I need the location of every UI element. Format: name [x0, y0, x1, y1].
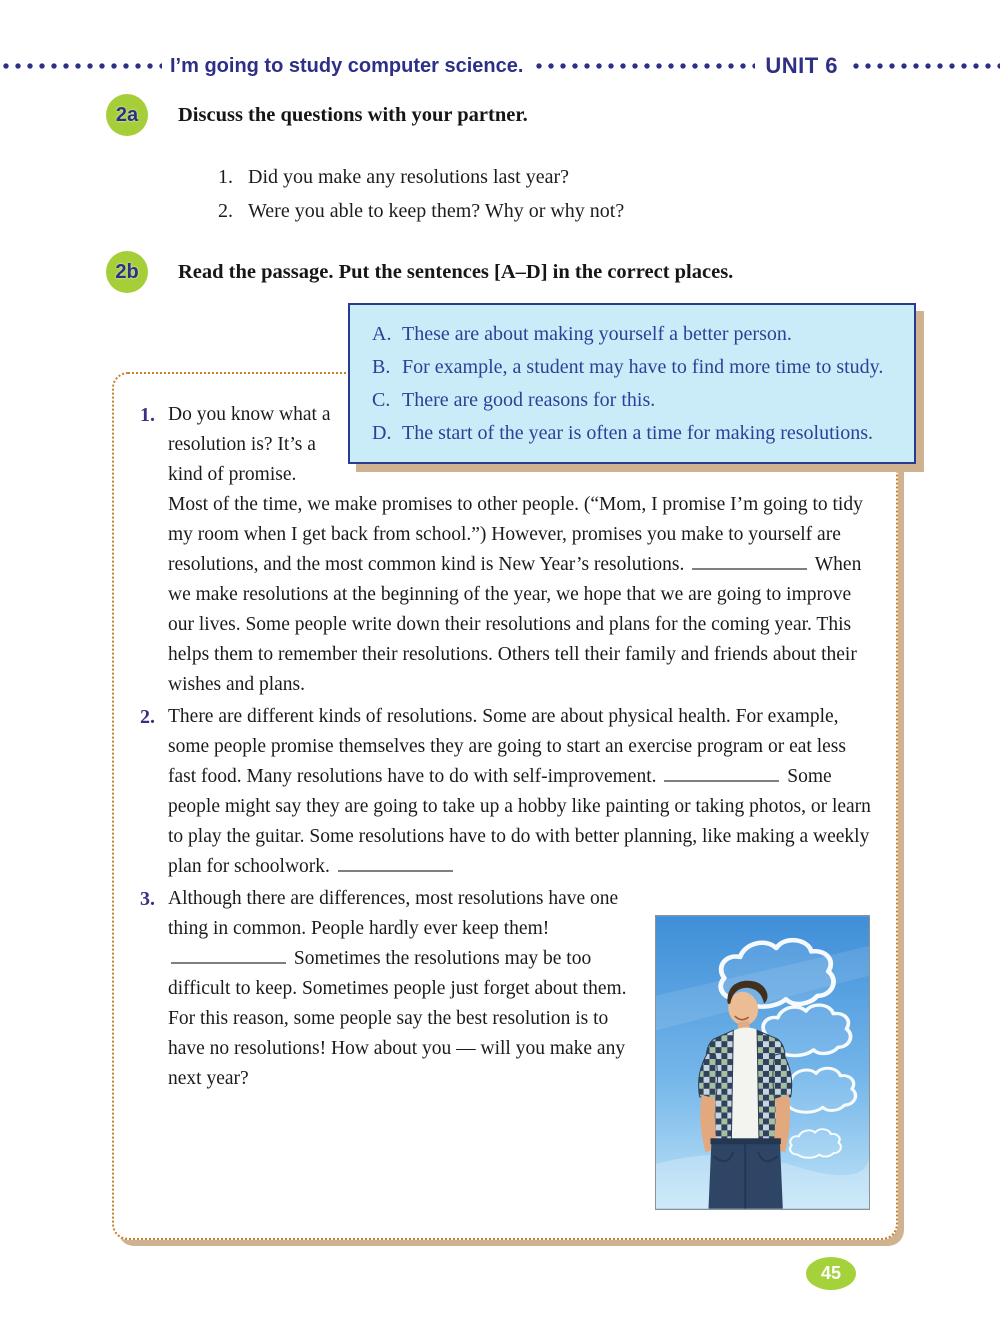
sentence-label: C. — [372, 389, 391, 411]
page-number-badge — [806, 1257, 856, 1290]
discussion-question — [218, 194, 624, 228]
sentence-label: A. — [372, 323, 392, 345]
passage-paragraph — [140, 702, 876, 882]
sentence-option — [372, 318, 896, 351]
paragraph-text: Although there are differences, most resolutions have one thing in common. People hardly ever keep them! Sometimes the resolutions may be too difficult to keep. Sometimes people just forget about them. For this reason, some people say the best resolution is to have no resolutions! How about you — will you make any next year? — [168, 884, 876, 1156]
paragraph-number: 3. — [140, 888, 155, 910]
sentence-option — [372, 384, 896, 417]
sentence-text: For example, a student may have to find more time to study. — [402, 356, 884, 378]
discussion-questions — [218, 160, 624, 228]
sentence-option — [372, 351, 896, 384]
answer-blank — [664, 765, 779, 782]
photo-illustration — [656, 916, 869, 1209]
answer-blank — [171, 947, 286, 964]
sentence-label: D. — [372, 422, 392, 444]
header-dots-right — [850, 62, 1000, 70]
paragraph-text: There are different kinds of resolutions. Some are about physical health. For example, some people promise themselves they are going to start an exercise program or eat less fast food. Many resolutions have to do with self-improvement. Some people might say they are going to take up a hobby like painting or taking photos, or learn to play the guitar. Some resolutions have to do with better planning, like making a weekly plan for schoolwork. — [168, 706, 871, 877]
section-badge-2a-label: 2a — [115, 103, 139, 126]
unit-number: UNIT 6 — [765, 53, 838, 78]
sentence-option — [372, 417, 896, 450]
header-dots-left — [0, 62, 162, 70]
discussion-question — [218, 160, 624, 194]
paragraph-number: 2. — [140, 706, 155, 728]
question-number: 2. — [218, 200, 233, 222]
page-header — [0, 50, 1000, 82]
sentence-text: The start of the year is often a time for making resolutions. — [402, 422, 873, 444]
paragraph-number: 1. — [140, 404, 155, 426]
page-number: 45 — [820, 1263, 842, 1283]
sentence-label: B. — [372, 356, 391, 378]
question-text: Did you make any resolutions last year? — [248, 166, 570, 188]
answer-blank — [338, 855, 453, 872]
section-badge-2b — [106, 251, 148, 293]
section-2a-heading: Discuss the questions with your partner. — [178, 104, 528, 126]
passage-photo — [655, 915, 870, 1210]
sentence-options-box — [348, 303, 916, 464]
unit-title: I’m going to study computer science. — [170, 54, 524, 77]
paragraph-text: Do you know what a resolution is? It’s a kind of promise. Most of the time, we make promises to other people. (“Mom, I promise I’m going to tidy my room when I get back from school.”) However, promises you make to yourself are resolutions, and the most common kind is New Year’s resolutions. When we make resolutions at the beginning of the year, we hope that we are going to improve our lives. Some people write down their resolutions and plans for the coming year. This helps them to remember their resolutions. Others tell their family and friends about their wishes and plans. — [168, 400, 876, 700]
section-2b-heading: Read the passage. Put the sentences [A–D] in the correct places. — [178, 261, 734, 283]
sentence-text: There are good reasons for this. — [402, 389, 656, 411]
question-number: 1. — [218, 166, 233, 188]
answer-blank — [692, 553, 807, 570]
sentence-text: These are about making yourself a better person. — [402, 323, 792, 345]
question-text: Were you able to keep them? Why or why not? — [248, 200, 625, 222]
header-dots-middle — [533, 62, 755, 70]
section-badge-2b-label: 2b — [115, 260, 139, 283]
section-badge-2a — [106, 94, 148, 136]
